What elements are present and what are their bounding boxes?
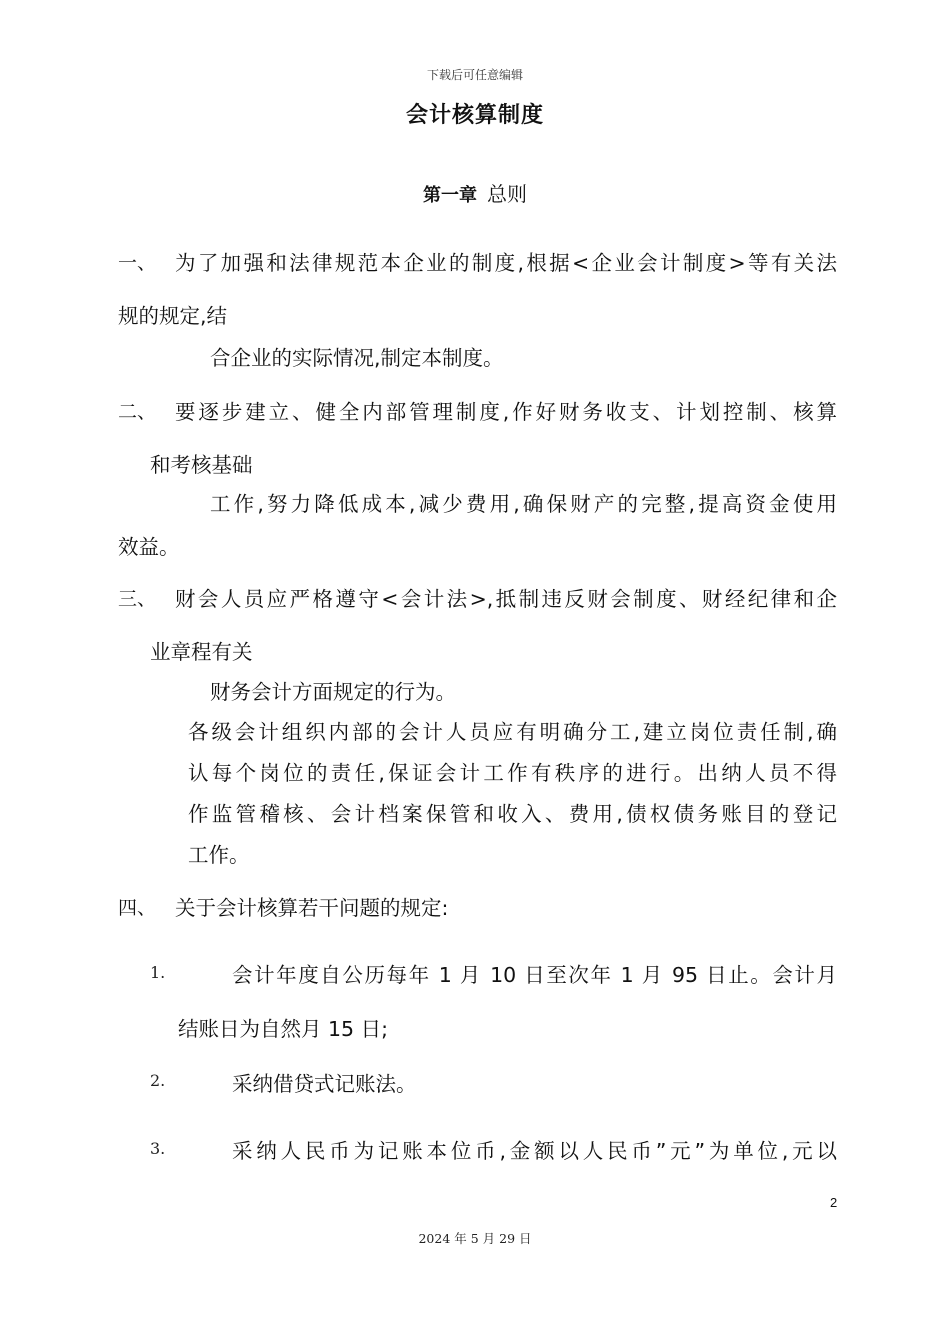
- subitem-3-line-1: 采纳人民币为记账本位币,金额以人民币”元”为单位,元以: [232, 1139, 837, 1163]
- item-1-line-1: 为了加强和法律规范本企业的制度,根据<企业会计制度>等有关法: [175, 251, 837, 275]
- item-1-marker: 一、: [118, 252, 157, 274]
- subitem-2-number: 2.: [150, 1071, 166, 1090]
- item-4-marker: 四、: [118, 897, 157, 919]
- page-number: 2: [830, 1195, 838, 1210]
- chapter-name: 总则: [487, 182, 527, 206]
- footer-date: 2024 年 5 月 29 日: [418, 1231, 532, 1246]
- item-3-line-3: 财务会计方面规定的行为。: [210, 680, 456, 704]
- paragraph-line-4: 工作。: [188, 843, 250, 867]
- subitem-1-number: 1.: [150, 963, 166, 982]
- paragraph-line-2: 认每个岗位的责任,保证会计工作有秩序的进行。出纳人员不得: [188, 761, 837, 785]
- item-2-line-1: 要逐步建立、健全内部管理制度,作好财务收支、计划控制、核算: [175, 400, 837, 424]
- chapter-number: 第一章: [423, 185, 477, 206]
- subitem-1-line-2: 结账日为自然月 15 日;: [178, 1017, 389, 1041]
- chapter-heading: [0, 178, 950, 207]
- subitem-3-number: 3.: [150, 1139, 166, 1158]
- item-2-marker: 二、: [118, 401, 157, 423]
- item-2-line-4: 效益。: [118, 535, 180, 559]
- item-3-marker: 三、: [118, 588, 157, 610]
- paragraph-line-3: 作监管稽核、会计档案保管和收入、费用,债权债务账目的登记: [188, 802, 837, 826]
- item-2-line-3: 工作,努力降低成本,减少费用,确保财产的完整,提高资金使用: [210, 492, 837, 516]
- item-3-line-1: 财会人员应严格遵守<会计法>,抵制违反财会制度、财经纪律和企: [175, 587, 837, 611]
- item-2-line-2: 和考核基础: [150, 453, 253, 477]
- item-3-line-2: 业章程有关: [150, 640, 253, 664]
- item-1-line-3: 合企业的实际情况,制定本制度。: [210, 346, 504, 370]
- document-title: 会计核算制度: [405, 103, 544, 128]
- subitem-2-line-1: 采纳借贷式记账法。: [232, 1072, 417, 1096]
- paragraph-line-1: 各级会计组织内部的会计人员应有明确分工,建立岗位责任制,确: [188, 720, 837, 744]
- subitem-1-line-1: 会计年度自公历每年 1 月 10 日至次年 1 月 95 日止。会计月: [232, 963, 837, 987]
- item-4-text: 关于会计核算若干问题的规定:: [175, 896, 449, 920]
- header-note: 下载后可任意编辑: [426, 68, 523, 82]
- item-1-line-2: 规的规定,结: [118, 304, 228, 328]
